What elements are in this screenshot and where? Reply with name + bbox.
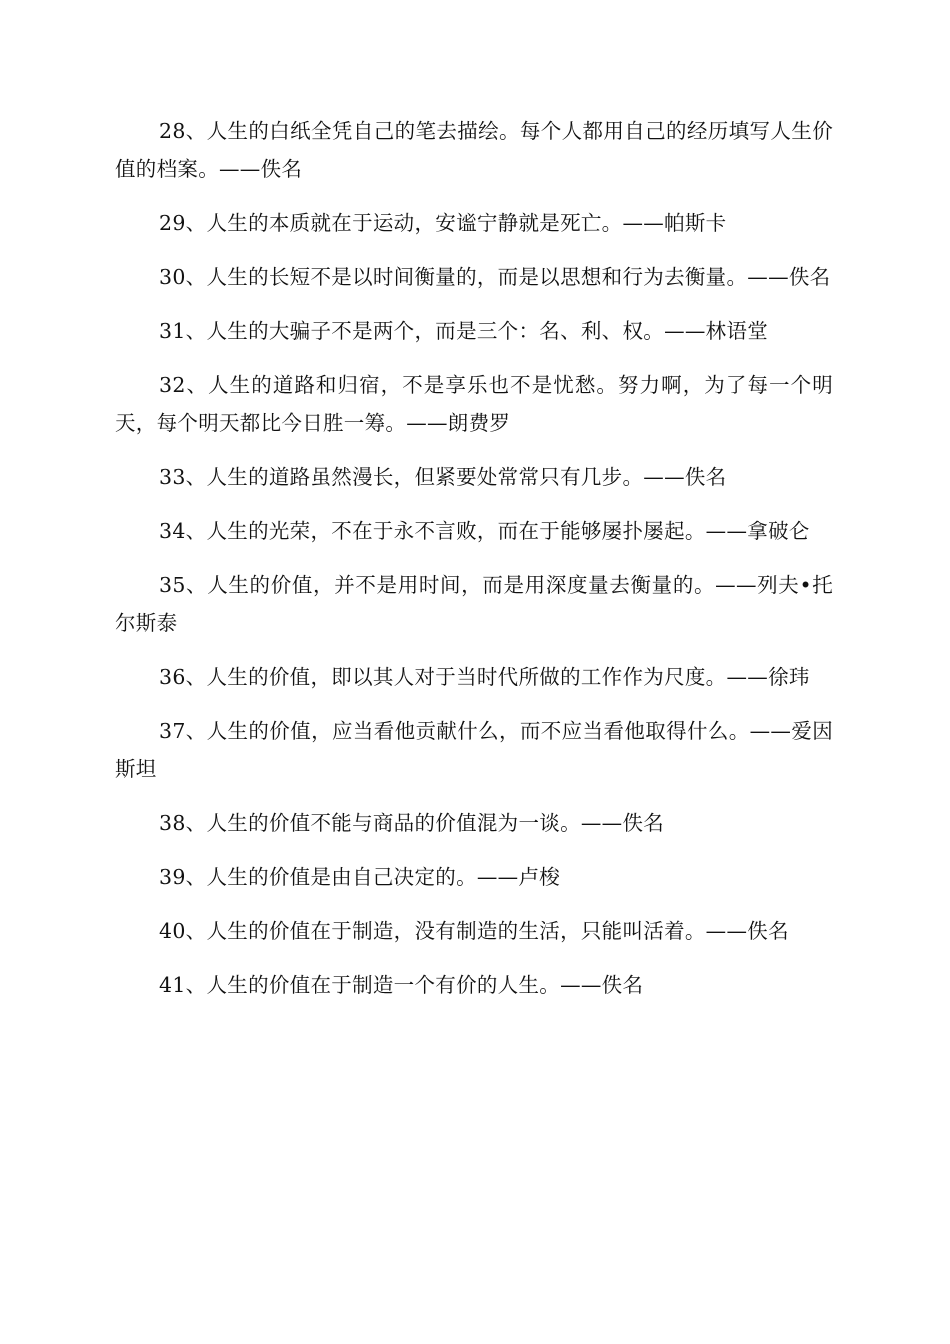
quote-37: 37、人生的价值，应当看他贡献什么，而不应当看他取得什么。——爱因斯坦 bbox=[115, 719, 833, 781]
quote-39: 39、人生的价值是由自己决定的。——卢梭 bbox=[159, 865, 561, 889]
quote-29: 29、人生的本质就在于运动，安谧宁静就是死亡。——帕斯卡 bbox=[159, 211, 727, 235]
quote-30: 30、人生的长短不是以时间衡量的，而是以思想和行为去衡量。——佚名 bbox=[159, 265, 831, 289]
quote-38: 38、人生的价值不能与商品的价值混为一谈。——佚名 bbox=[159, 811, 665, 835]
quote-41: 41、人生的价值在于制造一个有价的人生。——佚名 bbox=[159, 973, 644, 997]
quote-35: 35、人生的价值，并不是用时间，而是用深度量去衡量的。——列夫•托尔斯泰 bbox=[115, 573, 833, 635]
quote-32: 32、人生的道路和归宿，不是享乐也不是忧愁。努力啊，为了每一个明天，每个明天都比今日胜一筹。——朗费罗 bbox=[115, 373, 833, 435]
quote-34: 34、人生的光荣，不在于永不言败，而在于能够屡扑屡起。——拿破仑 bbox=[159, 519, 810, 543]
quote-40: 40、人生的价值在于制造，没有制造的生活，只能叫活着。——佚名 bbox=[159, 919, 789, 943]
quote-28: 28、人生的白纸全凭自己的笔去描绘。每个人都用自己的经历填写人生价值的档案。——佚名 bbox=[115, 119, 833, 181]
quote-36: 36、人生的价值，即以其人对于当时代所做的工作作为尺度。——徐玮 bbox=[159, 665, 810, 689]
quote-list bbox=[115, 112, 833, 1020]
quote-31: 31、人生的大骗子不是两个，而是三个：名、利、权。——林语堂 bbox=[159, 319, 769, 343]
quote-33: 33、人生的道路虽然漫长，但紧要处常常只有几步。——佚名 bbox=[159, 465, 727, 489]
